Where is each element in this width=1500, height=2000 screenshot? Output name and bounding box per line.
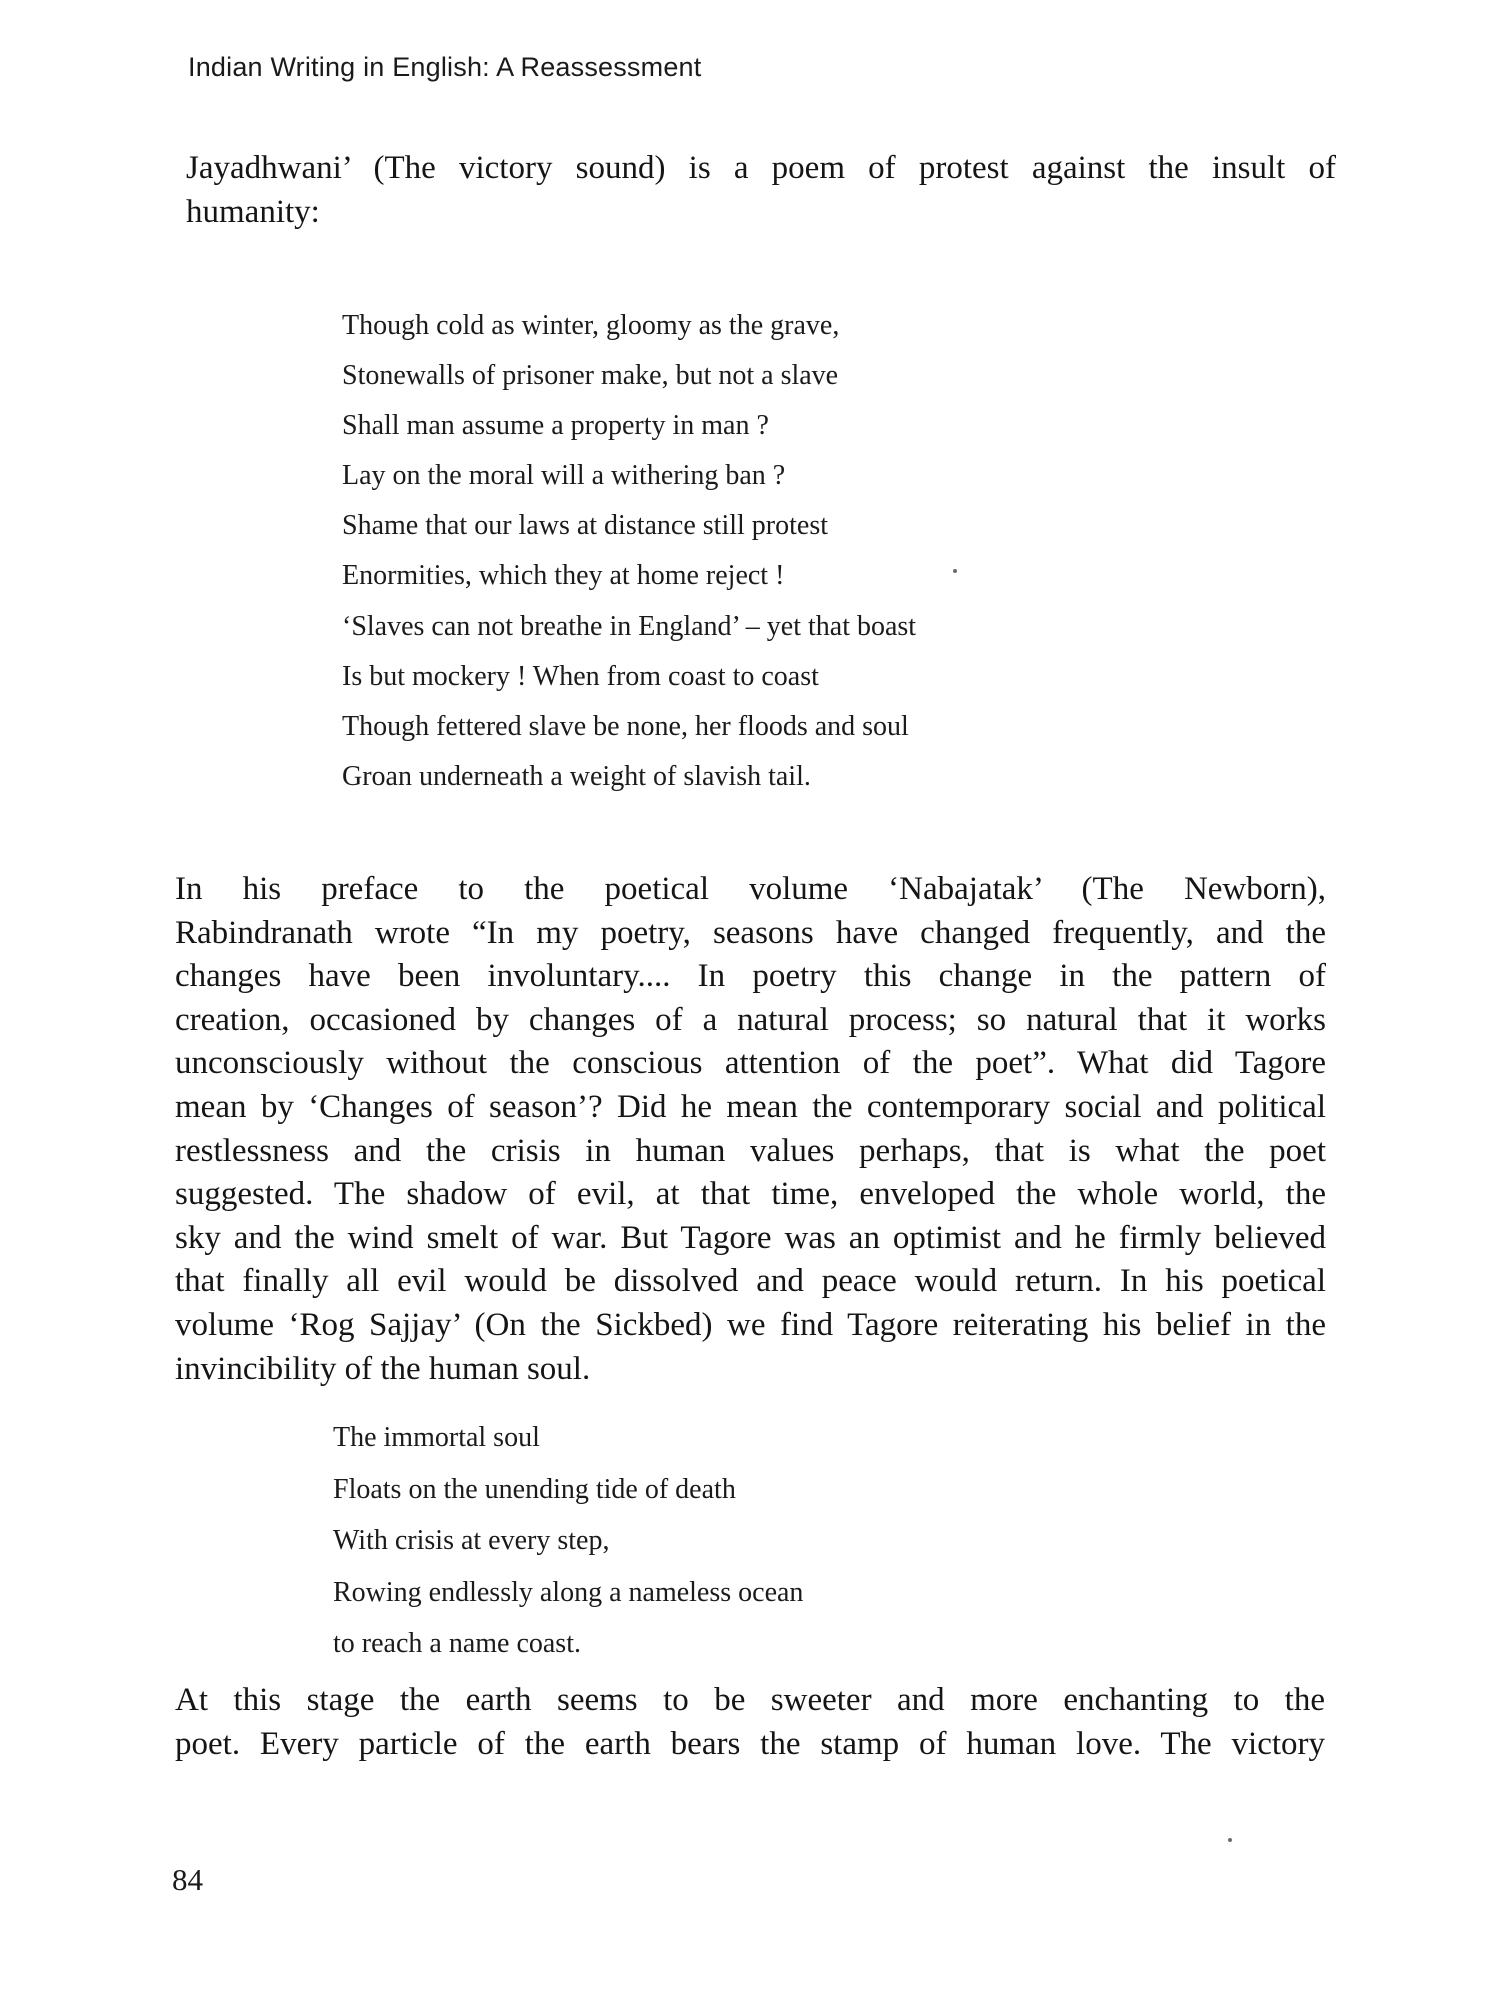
paragraph-line: sky and the wind smelt of war. But Tagore was an optimist and he firmly believed: [175, 1219, 1326, 1256]
verse-line: Though cold as winter, gloomy as the grave,: [342, 310, 840, 341]
page-number: 84: [172, 1862, 203, 1897]
paragraph-line: poet. Every particle of the earth bears the stamp of human love. The victory: [175, 1725, 1325, 1762]
verse-line: Lay on the moral will a withering ban ?: [342, 460, 786, 492]
paragraph-line: mean by ‘Changes of season’? Did he mean the contemporary social and political: [175, 1088, 1326, 1125]
verse-line: Shame that our laws at distance still protest: [342, 510, 829, 542]
paragraph-line: creation, occasioned by changes of a natural process; so natural that it works: [175, 1001, 1326, 1038]
paragraph-line: Jayadhwani’ (The victory sound) is a poem of protest against the insult of: [186, 150, 1336, 186]
scan-speck: [1228, 1838, 1232, 1842]
verse-quotation-immortal-soul: [333, 1418, 803, 1676]
verse-line: With crisis at every step,: [333, 1525, 610, 1556]
paragraph-line: volume ‘Rog Sajjay’ (On the Sickbed) we find Tagore reiterating his belief in the: [175, 1306, 1326, 1343]
paragraph-line: Rabindranath wrote “In my poetry, seasons have changed frequently, and the: [175, 914, 1326, 951]
scan-speck: [953, 569, 957, 573]
verse-line: Stonewalls of prisoner make, but not a slave: [342, 360, 839, 392]
paragraph-line: restlessness and the crisis in human values perhaps, that is what the poet: [175, 1132, 1326, 1169]
verse-line: Is but mockery ! When from coast to coast: [342, 660, 819, 692]
paragraph-line: suggested. The shadow of evil, at that time, enveloped the whole world, the: [175, 1176, 1326, 1213]
verse-line: Shall man assume a property in man ?: [342, 410, 769, 442]
verse-line: The immortal soul: [333, 1422, 540, 1453]
running-head-title: Indian Writing in English: A Reassessment: [188, 52, 702, 82]
verse-line: Though fettered slave be none, her floods and soul: [342, 710, 909, 742]
paragraph-line: humanity:: [186, 193, 320, 230]
paragraph-line: unconsciously without the conscious attention of the poet”. What did Tagore: [175, 1045, 1326, 1082]
paragraph-line: that finally all evil would be dissolved and peace would return. In his poetical: [175, 1263, 1326, 1300]
verse-line: Groan underneath a weight of slavish tail.: [342, 760, 811, 792]
closing-paragraph: [175, 1679, 1325, 1766]
verse-line: to reach a name coast.: [333, 1628, 581, 1659]
verse-line: Rowing endlessly along a nameless ocean: [333, 1576, 804, 1608]
paragraph-line: changes have been involuntary.... In poetry this change in the pattern of: [175, 958, 1326, 995]
verse-line: Enormities, which they at home reject !: [342, 560, 785, 592]
paragraph-line: At this stage the earth seems to be sweeter and more enchanting to the: [175, 1682, 1325, 1718]
paragraph-line: In his preface to the poetical volume ‘Nabajatak’ (The Newborn),: [175, 871, 1326, 907]
verse-quotation-slavery: [342, 306, 916, 807]
verse-line: ‘Slaves can not breathe in England’ – yet that boast: [342, 610, 917, 642]
preface-paragraph: [175, 868, 1326, 1391]
paragraph-line: invincibility of the human soul.: [175, 1350, 591, 1387]
intro-paragraph: [186, 147, 1336, 234]
verse-line: Floats on the unending tide of death: [333, 1473, 736, 1505]
